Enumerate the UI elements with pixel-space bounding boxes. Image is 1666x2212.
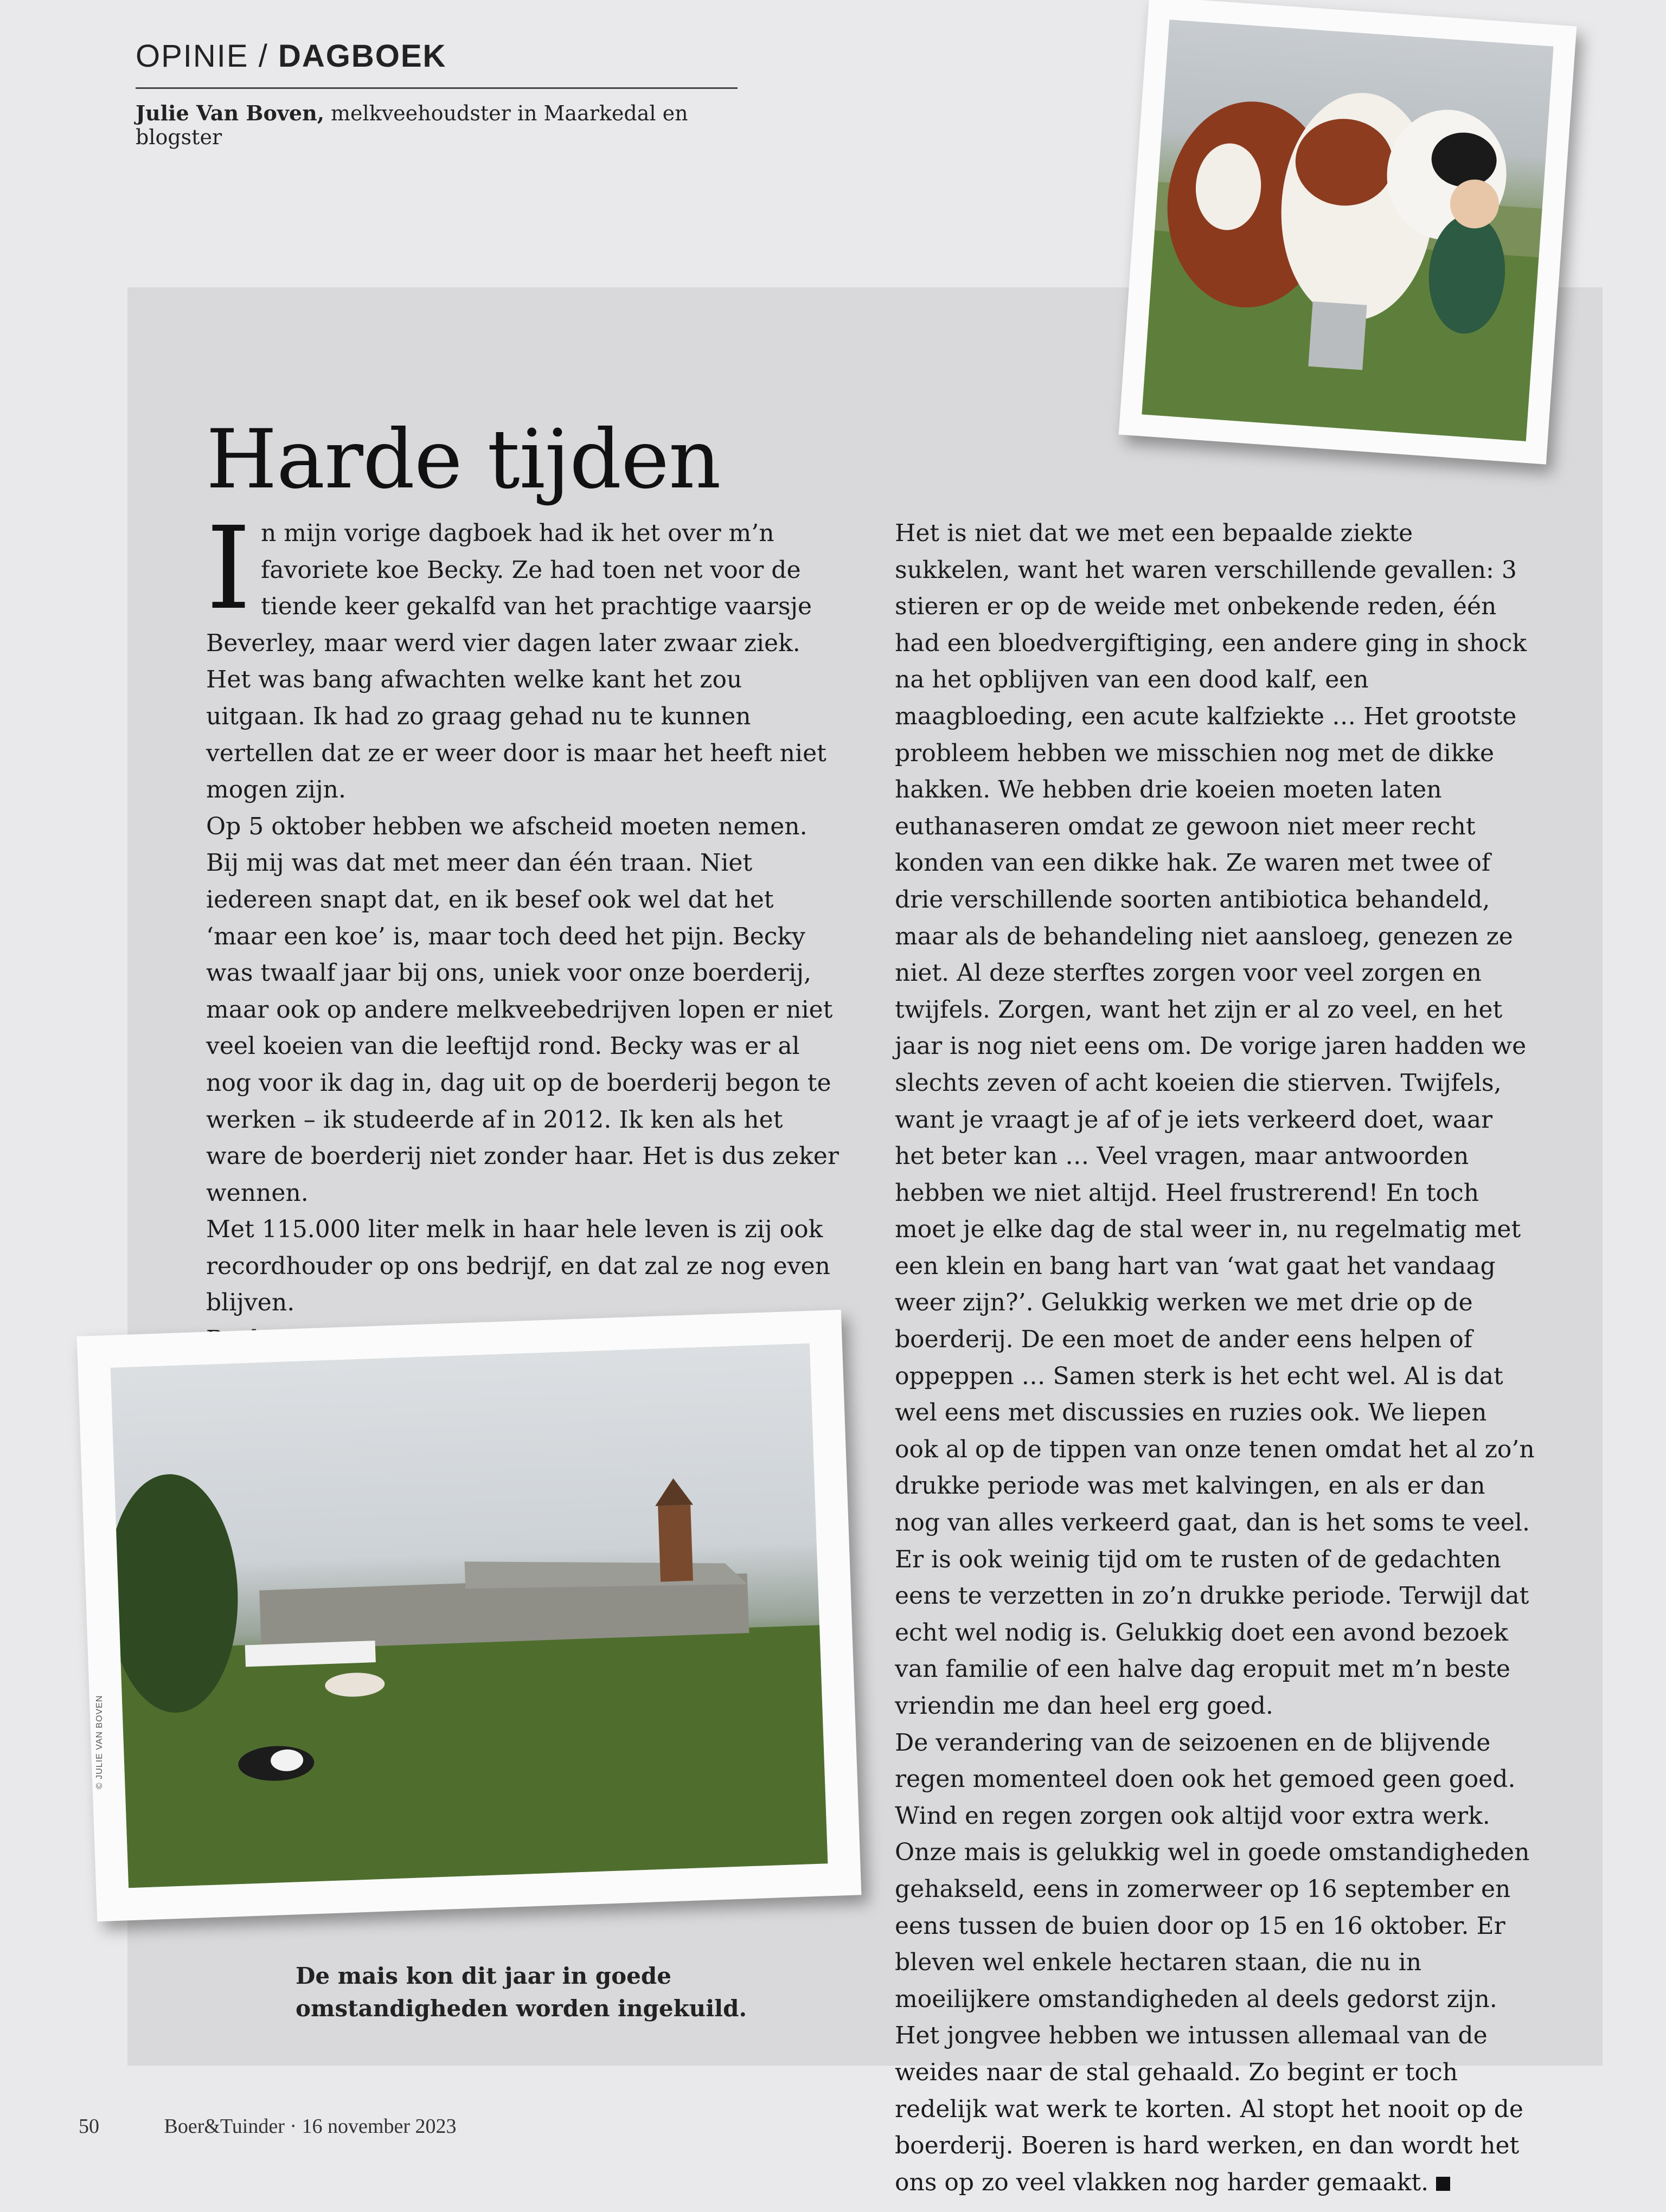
page-header bbox=[136, 38, 738, 149]
farm-illustration bbox=[111, 1343, 828, 1888]
paragraph-text: De verandering van de seizoenen en de blijvende regen momenteel doen ook het gemoed geen goed. Wind en regen zorgen ook altijd voor extra werk. Onze mais is gelukkig wel in goede omstandigheden gehakseld, eens in zomerweer op 16 september en eens tussen de buien door op 15 en 16 oktober. Er bleven wel enkele hectaren staan, die nu in moeilijkere omstandigheden al deels gedorst zijn. Het jongvee hebben we intussen allemaal van de weides naar de stal gehaald. Zo begint er toch redelijk wat werk te korten. Al stopt het nooit op de boerderij. Boeren is hard werken, en dan wordt het ons op zo veel vlakken nog harder gemaakt. bbox=[895, 1728, 1530, 2196]
photo-image bbox=[111, 1343, 828, 1888]
cows-illustration bbox=[1142, 20, 1553, 441]
paragraph: Op 5 oktober hebben we afscheid moeten nemen. Bij mij was dat met meer dan één traan. Niet iedereen snapt dat, en ik besef ook wel dat het ‘maar een koe’ is, maar toch deed het pijn. Becky was twaalf jaar bij ons, uniek voor onze boerderij, maar ook op andere melkveebedrijven lopen er niet veel koeien van die leeftijd rond. Becky was er al nog voor ik dag in, dag uit op de boerderij begon te werken – ik studeerde af in 2012. Ik ken als het ware de boerderij niet zonder haar. Het is dus zeker wennen. bbox=[206, 812, 839, 1207]
subsection-name: DAGBOEK bbox=[278, 38, 447, 74]
paragraph bbox=[895, 1725, 1535, 2201]
end-mark-icon bbox=[1436, 2177, 1450, 2191]
photo-image bbox=[1142, 20, 1553, 441]
article-title: Harde tijden bbox=[206, 412, 721, 507]
page-footer bbox=[79, 2114, 456, 2138]
photo-farm-landscape bbox=[77, 1310, 862, 1922]
paragraph-text: n mijn vorige dagboek had ik het over m’n favoriete koe Becky. Ze had toen net voor de tiende keer gekalfd van het prachtige vaarsje Beverley, maar werd vier dagen later zwaar ziek. Het was bang afwachten welke kant het zou uitgaan. Ik had zo graag gehad nu te kunnen vertellen dat ze er weer door is maar het heeft niet mogen zijn. bbox=[206, 519, 826, 804]
dropcap: I bbox=[206, 502, 251, 635]
publication-info: Boer&Tuinder · 16 november 2023 bbox=[164, 2115, 457, 2138]
photo-credit: © JULIE VAN BOVEN bbox=[95, 1695, 104, 1789]
section-separator: / bbox=[258, 38, 268, 74]
paragraph bbox=[206, 502, 846, 808]
author-role: melkveehoudster in Maarkedal en blogster bbox=[136, 101, 688, 149]
paragraph: Met 115.000 liter melk in haar hele leven is zij ook recordhouder op ons bedrijf, en dat zal ze nog even blijven. bbox=[206, 1216, 831, 1317]
paragraph: Het is niet dat we met een bepaalde ziekte sukkelen, want het waren verschillende gevallen: 3 stieren er op de weide met onbekende reden, één had een bloedvergiftiging, een andere ging in shock na het opblijven van een dood kalf, een maagbloeding, een acute kalfziekte … Het grootste probleem hebben we misschien nog met de dikke hakken. We hebben drie koeien moeten laten euthanaseren omdat ze gewoon niet meer recht konden van een dikke hak. Ze waren met twee of drie verschillende soorten antibiotica behandeld, maar als de behandeling niet aansloeg, genezen ze niet. Al deze sterftes zorgen voor veel zorgen en twijfels. Zorgen, want het zijn er al zo veel, en het jaar is nog niet eens om. De vorige jaren hadden we slechts zeven of acht koeien die stierven. Twijfels, want je vraagt je af of je iets verkeerd doet, waar het beter kan … Veel vragen, maar antwoorden hebben we niet altijd. Heel frustrerend! En toch moet je elke dag de stal weer in, nu regelmatig met een klein en bang hart van ‘wat gaat het vandaag weer zijn?’. Gelukkig werken we met drie op de boerderij. De een moet de ander eens helpen of oppeppen … Samen sterk is het echt wel. Al is dat wel eens met discussies en ruzies ook. We liepen ook al op de tippen van onze tenen omdat het al zo’n drukke periode was met kalvingen, en als er dan nog van alles verkeerd gaat, dan is het soms te veel. Er is ook weinig tijd om te rusten of de gedachten eens te verzetten in zo’n drukke periode. Terwijl dat echt wel nodig is. Gelukkig doet een avond bezoek van familie of een halve dag eropuit met m’n beste vriendin me dan heel erg goed. bbox=[895, 519, 1535, 1720]
article-column-right bbox=[895, 515, 1535, 2201]
section-label bbox=[136, 38, 738, 89]
author-name: Julie Van Boven, bbox=[136, 101, 324, 125]
byline bbox=[136, 101, 738, 149]
section-name: OPINIE bbox=[136, 38, 249, 74]
photo-caption: De mais kon dit jaar in goede omstandigheden worden ingekuild. bbox=[296, 1963, 747, 2022]
photo-cows-with-farmer bbox=[1119, 0, 1577, 465]
page-number: 50 bbox=[79, 2115, 99, 2138]
